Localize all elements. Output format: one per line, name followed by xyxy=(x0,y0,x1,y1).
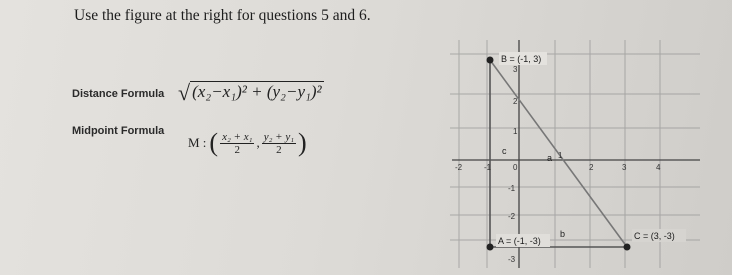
point-c xyxy=(624,244,631,251)
y-numerator: y₂ + y₁ xyxy=(263,130,295,143)
comma: , xyxy=(256,135,260,150)
y-tick-label: 2 xyxy=(513,97,518,106)
x-tick-label: 2 xyxy=(589,163,594,172)
point-a xyxy=(487,244,494,251)
open-paren: ( xyxy=(209,128,219,157)
x-numerator: x₂ + x₁ xyxy=(222,130,253,143)
x-tick-label: 3 xyxy=(622,163,627,172)
midpoint-prefix: M : xyxy=(188,135,207,150)
y-tick-label: 3 xyxy=(513,65,518,74)
radical-sign: √ xyxy=(178,80,191,105)
y-tick-label: -1 xyxy=(508,184,516,193)
point-label-c: C = (3, -3) xyxy=(634,231,675,241)
y-tick-label: -2 xyxy=(508,212,516,221)
x-tick-label: -2 xyxy=(455,163,463,172)
distance-formula-expression: (x₂−x₁)² + (y₂−y₁)² xyxy=(192,82,322,101)
distance-formula-label: Distance Formula xyxy=(72,88,165,100)
point-label-b: B = (-1, 3) xyxy=(501,54,542,64)
side-label-c: c xyxy=(502,146,507,156)
y-tick-label: -3 xyxy=(508,255,516,264)
point-b xyxy=(487,57,494,64)
y-tick-label: 1 xyxy=(513,127,518,136)
side-label-b: b xyxy=(560,229,566,239)
side-label-a: a xyxy=(547,153,553,163)
instruction-text: Use the figure at the right for questions 5 and 6. xyxy=(74,7,371,24)
x-tick-label: -1 xyxy=(484,163,492,172)
point-labels xyxy=(496,52,686,247)
midpoint-formula-label: Midpoint Formula xyxy=(72,125,165,137)
y-denominator: 2 xyxy=(276,143,282,156)
x-denominator: 2 xyxy=(234,143,241,156)
tick-labels xyxy=(455,65,661,264)
point-label-a: A = (-1, -3) xyxy=(498,236,541,246)
x-tick-label: 1 xyxy=(558,151,563,160)
x-tick-label: 0 xyxy=(513,163,518,172)
x-tick-label: 4 xyxy=(656,163,661,172)
close-paren: ) xyxy=(298,128,307,157)
